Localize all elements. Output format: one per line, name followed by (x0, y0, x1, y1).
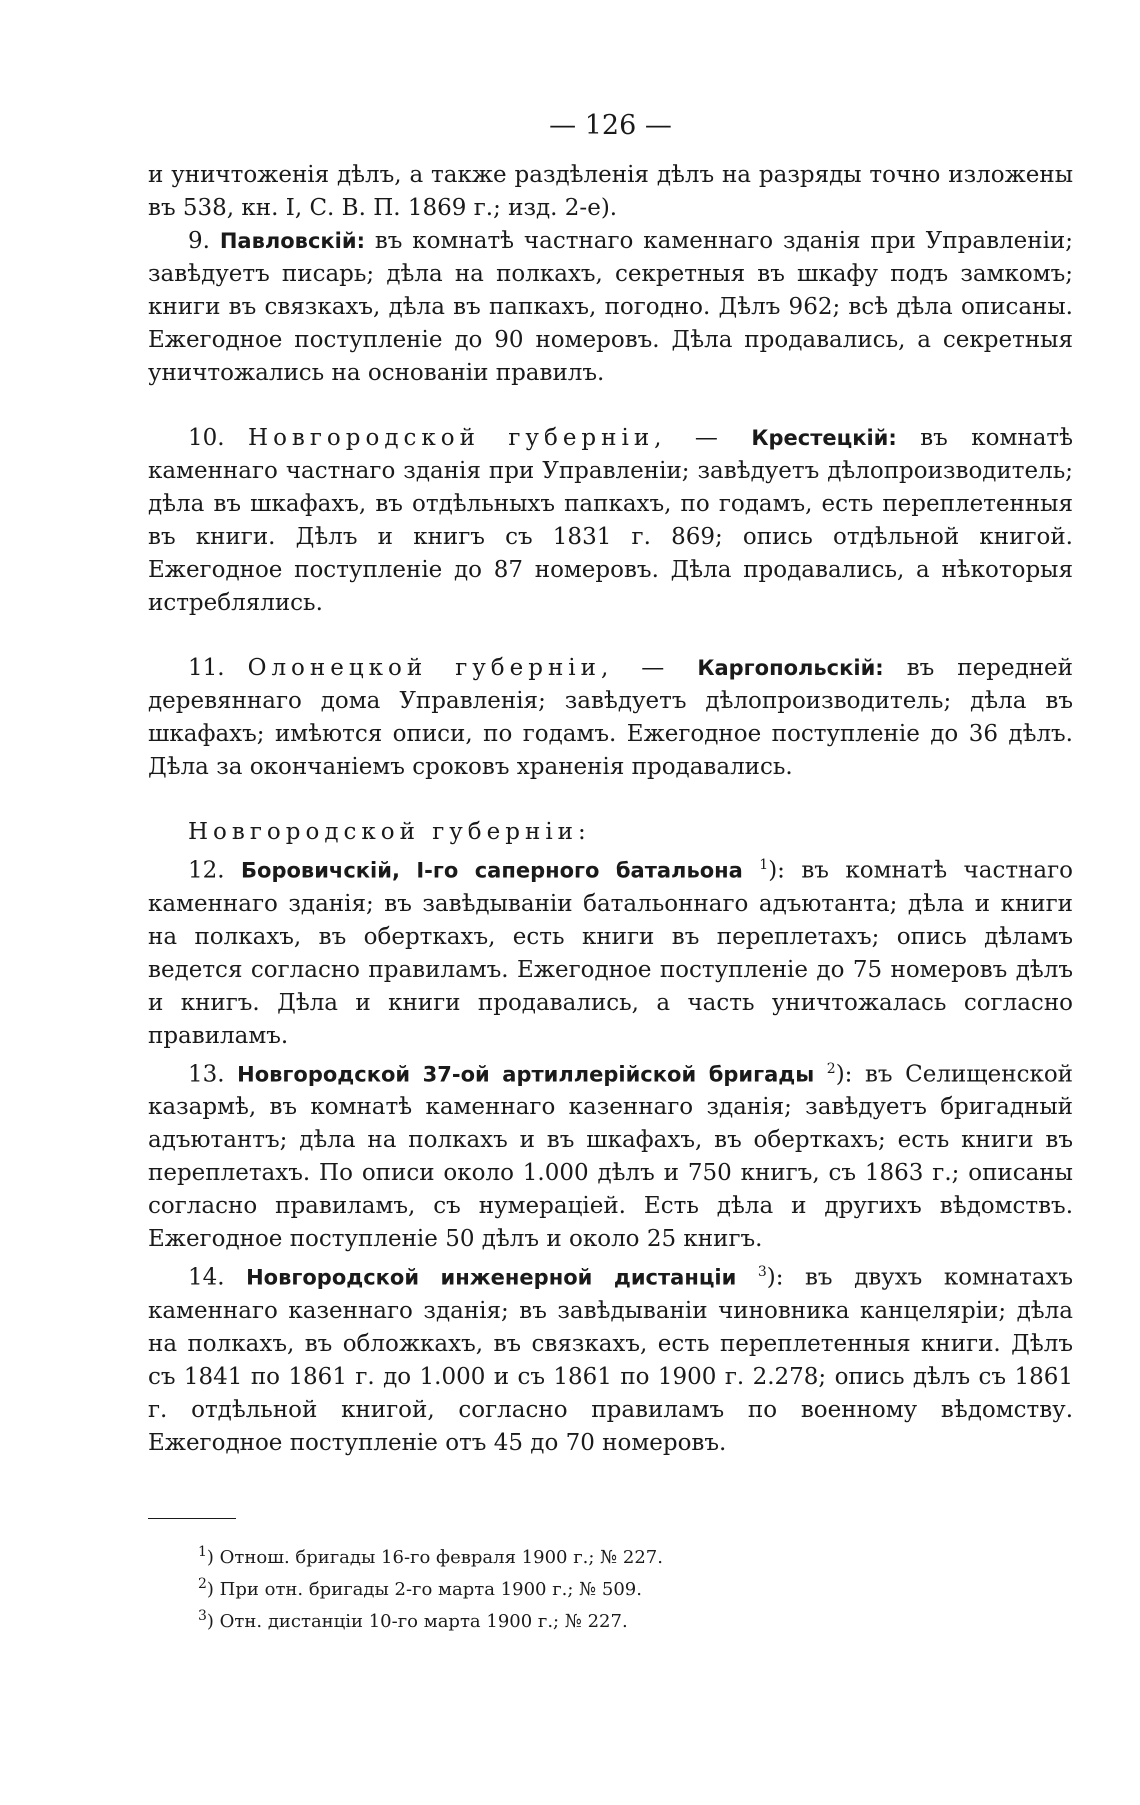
entry-text: въ комнатѣ частнаго каменнаго зданія при Управленіи; завѣдуетъ писарь; дѣла на полкахъ, секретныя въ шкафу подъ замкомъ; книги въ связкахъ, дѣла въ папкахъ, погодно. Дѣлъ 962; всѣ дѣла описаны. Ежегодное поступленіе до 90 номеровъ. Дѣла продавались, а секретныя уничтожались на основаніи правилъ. (148, 228, 1073, 386)
intro-paragraph: и уничтоженія дѣлъ, а также раздѣленія дѣлъ на разряды точно изложены въ 538, кн. I, С. В. П. 1869 г.; изд. 2-е). (148, 162, 1073, 221)
entry-10 (148, 422, 1073, 620)
entry-number: 10. (188, 425, 225, 451)
page (148, 100, 1073, 1635)
footnote-text: ) При отн. бригады 2-го марта 1900 г.; № 509. (206, 1578, 642, 1600)
footnote-mark: 2 (198, 1575, 207, 1592)
entry-name: Павловскій: (219, 229, 365, 253)
footnote-ref: 3 (757, 1264, 767, 1281)
section-heading: Новгородской губерніи: (188, 819, 591, 845)
entry-name: Боровичскій, I-го саперного батальона (241, 858, 743, 883)
entry-text: ): въ Селищенской казармѣ, въ комнатѣ каменнаго казеннаго зданія; завѣдуетъ бригадный адъютантъ; дѣла на полкахъ и въ шкафахъ, въ оберткахъ; есть книги въ переплетахъ. По описи около 1.000 дѣлъ и 750 книгъ, съ 1863 г.; описаны согласно правиламъ, съ нумераціей. Есть дѣла и другихъ вѣдомствъ. Ежегодное поступленіе 50 дѣлъ и около 25 книгъ. (148, 1061, 1074, 1253)
entry-name: Новгородской 37-ой артиллерійской бригады (237, 1062, 815, 1087)
footnote-mark: 3 (198, 1607, 207, 1624)
entry-number: 14. (188, 1264, 225, 1291)
entry-number: 9. (188, 228, 210, 254)
footnote-divider (148, 1518, 236, 1519)
entry-12 (148, 849, 1073, 1053)
entry-name: Крестецкій: (751, 426, 897, 450)
entry-11 (148, 652, 1073, 784)
footnote-mark: 1 (198, 1543, 207, 1560)
footnote-text: ) Отнош. бригады 16-го февраля 1900 г.; № 227. (206, 1546, 663, 1568)
entry-13 (148, 1053, 1073, 1257)
entry-text: въ передней деревяннаго дома Управленія; завѣдуетъ дѣлопроизводитель; дѣла въ шкафахъ; имѣются описи, по годамъ. Ежегодное поступленіе до 36 дѣлъ. Дѣла за окончаніемъ сроковъ храненія продавались. (148, 655, 1073, 780)
entry-number: 12. (188, 857, 225, 884)
footnote-ref: 1 (759, 857, 769, 873)
entry-name: Новгородской инженерной дистанціи (246, 1265, 737, 1290)
entry-9 (148, 225, 1073, 390)
entry-region: Новгородской губерніи, — (248, 425, 752, 451)
entry-text: въ комнатѣ каменнаго частнаго зданія при Управленіи; завѣдуетъ дѣлопроизводитель; дѣла въ шкафахъ, въ отдѣльныхъ папкахъ, по годамъ, есть переплетенныя въ книги. Дѣлъ и книгъ съ 1831 г. 869; опись отдѣльной книгой. Ежегодное поступленіе до 87 номеровъ. Дѣла продавались, а нѣкоторыя истреблялись. (148, 425, 1074, 616)
entry-name: Каргопольскій: (697, 656, 884, 680)
footnote-1 (148, 1539, 1073, 1571)
entry-number: 13. (188, 1061, 225, 1088)
page-number: — 126 — (549, 110, 672, 141)
entry-number: 11. (188, 655, 225, 681)
footnote-2 (148, 1571, 1073, 1603)
entry-text: ): въ комнатѣ частнаго каменнаго зданія; въ завѣдываніи батальоннаго адъютанта; дѣла и книги на полкахъ, въ оберткахъ, есть книги въ переплетахъ; опись дѣламъ ведется согласно правиламъ. Ежегодное поступленіе до 75 номеровъ дѣлъ и книгъ. Дѣла и книги продавались, а часть уничтожалась согласно правиламъ. (148, 857, 1073, 1049)
entry-text: ): въ двухъ комнатахъ каменнаго казеннаго зданія; въ завѣдываніи чиновника канцеляріи; дѣла на полкахъ, въ обложкахъ, въ связкахъ, есть переплетенныя книги. Дѣлъ съ 1841 по 1861 г. до 1.000 и съ 1861 по 1900 г. 2.278; опись дѣлъ съ 1861 г. отдѣльной книгой, согласно правиламъ по военному вѣдомству. Ежегодное поступленіе отъ 45 до 70 номеровъ. (148, 1264, 1074, 1456)
entry-14 (148, 1256, 1073, 1460)
footnote-text: ) Отн. дистанціи 10-го марта 1900 г.; № 227. (206, 1610, 628, 1632)
footnote-3 (148, 1603, 1073, 1635)
entry-region: Олонецкой губерніи, — (247, 655, 698, 681)
footnote-ref: 2 (826, 1060, 836, 1077)
